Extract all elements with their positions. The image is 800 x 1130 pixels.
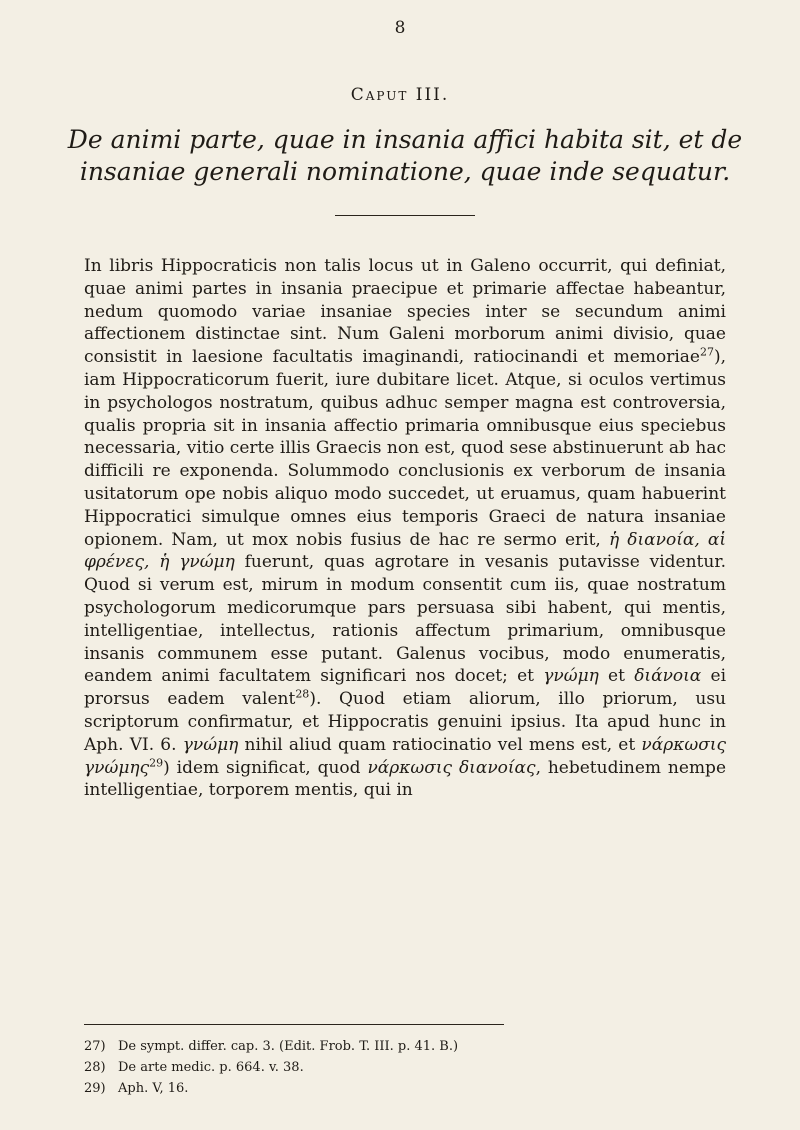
footnote-28	[84, 1057, 724, 1078]
greek-phrase: νάρκωσις διανοίας	[367, 757, 536, 778]
text-run: ). Quod etiam aliorum, illo priorum, usu scriptorum confirmatur, et Hippocratis genuini ipsius. Ita apud hunc in Aph. VI. 6.	[84, 689, 726, 755]
text-run: et	[608, 666, 625, 687]
paragraph	[84, 255, 726, 802]
text-run: In libris Hippocraticis non talis locus ut in Galeno occurrit, qui definiat, quae animi partes in insania praecipue et primarie affectae habeantur, nedum quomodo variae insaniae species inter se secundum animi affectionem distinctae sint. Num Galeni morborum animi divisio, quae consistit in laesione facultatis imaginandi, ratiocinandi et memoriae	[84, 256, 726, 368]
footnotes	[84, 1036, 724, 1099]
chapter-heading: Caput III.	[350, 85, 450, 105]
footnote-text: Aph. V, 16.	[118, 1081, 189, 1096]
footnote-27	[84, 1036, 724, 1057]
text-run: ei prorsus eadem valent	[84, 666, 727, 710]
text-run: fuerunt, quas agrotare in vesanis putavisse videntur. Quod si verum est, mirum in modum consentit cum iis, quae nostratum psychologorum medicorumque pars persuasa sibi habent, qui mentis, intelligentiae, intellectus, rationis affectum primarium, omnibusque insanis communem esse putant. Galenus vocibus, modo enumeratis, eandem animi facultatem significari nos docet; et	[84, 552, 726, 687]
text-run: ), iam Hippocraticorum fuerit, iure dubitare licet. Atque, si oculos vertimus in psychologos nostratum, quibus adhuc semper magna est controversia, qualis propria sit in insania affectio primaria omnibusque eius speciebus necessaria, vitio certe illis Graecis non est, quod sese abstinuerunt ab hac difficili re exponenda. Solummodo conclusionis ex verborum de insania usitatorum ope nobis aliquo modo succedet, ut eruamus, quam habuerint Hippocratici simulque omnes eius temporis Graeci de natura insaniae opionem. Nam, ut mox nobis fusius de hac re sermo erit,	[84, 347, 726, 550]
greek-phrase: νάρκωσις γνώμης	[84, 734, 727, 778]
footnote-number: 28)	[84, 1060, 106, 1075]
footnote-29	[84, 1078, 724, 1099]
page-number: 8	[394, 18, 406, 38]
greek-word: γνώμη	[182, 734, 239, 755]
footnote-text: De arte medic. p. 664. v. 38.	[118, 1060, 304, 1075]
footnote-number: 27)	[84, 1039, 106, 1054]
footnote-ref-29: 29	[149, 755, 164, 769]
footnote-ref-28: 28	[295, 687, 310, 701]
footnote-ref-27: 27	[699, 345, 714, 359]
greek-phrase: ἡ διανοία, αἱ φρένες, ἡ γνώμη	[84, 529, 727, 573]
footnote-text: De sympt. differ. cap. 3. (Edit. Frob. T. III. p. 41. B.)	[118, 1039, 459, 1054]
text-run: ) idem significat, quod	[163, 757, 361, 778]
chapter-title: De animi parte, quae in insania affici habita sit, et de insaniae generali nominatione, quae inde sequatur.	[67, 125, 743, 186]
text-run: nihil aliud quam ratiocinatio vel mens est, et	[244, 734, 636, 755]
greek-word: διάνοια	[634, 666, 702, 687]
footnote-divider	[84, 1024, 504, 1025]
body-text	[84, 255, 726, 802]
greek-word: γνώμη	[543, 666, 599, 687]
text-run: , hebetudinem nempe intelligentiae, torporem mentis, qui in	[84, 757, 727, 801]
title-divider	[335, 215, 475, 216]
footnote-number: 29)	[84, 1081, 106, 1096]
